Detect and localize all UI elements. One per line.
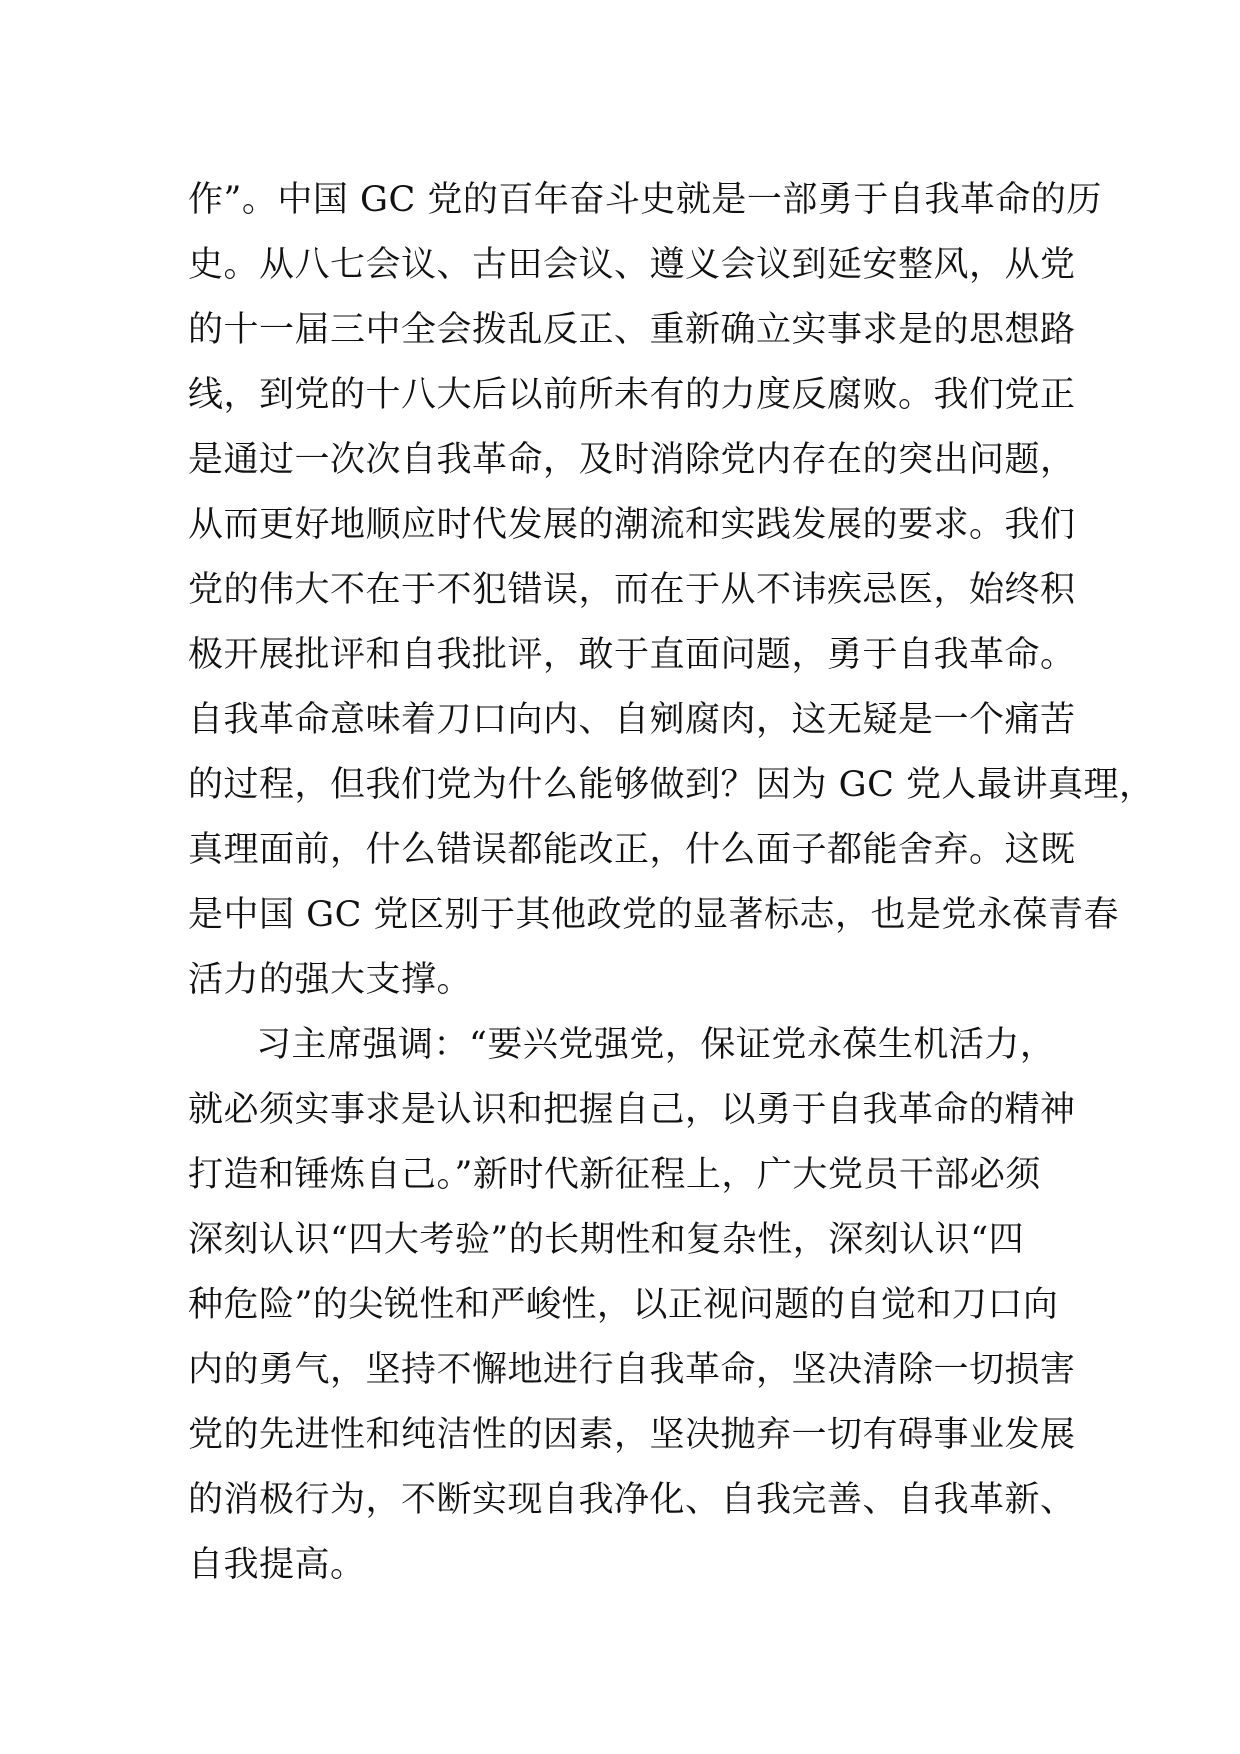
text-line: 的消极行为，不断实现自我净化、自我完善、自我革新、 bbox=[188, 1480, 1076, 1520]
text-line: 打造和锤炼自己。”新时代新征程上，广大党员干部必须 bbox=[188, 1155, 1041, 1195]
text-line: 深刻认识“四大考验”的长期性和复杂性，深刻认识“四 bbox=[188, 1220, 1025, 1260]
text-line: 党的伟大不在于不犯错误，而在于从不讳疾忌医，始终积 bbox=[188, 570, 1076, 610]
text-line: 党的先进性和纯洁性的因素，坚决抛弃一切有碍事业发展 bbox=[188, 1415, 1076, 1455]
text-line: 种危险”的尖锐性和严峻性，以正视问题的自觉和刀口向 bbox=[188, 1285, 1059, 1325]
text-line: 作”。中国 GC 党的百年奋斗史就是一部勇于自我革命的历 bbox=[188, 180, 1102, 220]
text-line: 自我提高。 bbox=[188, 1545, 366, 1585]
text-line: 的过程，但我们党为什么能够做到？因为 GC 党人最讲真理， bbox=[188, 765, 1155, 805]
text-line: 从而更好地顺应时代发展的潮流和实践发展的要求。我们 bbox=[188, 505, 1076, 545]
paragraph-1 bbox=[188, 168, 1155, 1013]
text-line: 真理面前，什么错误都能改正，什么面子都能舍弃。这既 bbox=[188, 830, 1076, 870]
text-line: 就必须实事求是认识和把握自己，以勇于自我革命的精神 bbox=[188, 1090, 1076, 1130]
text-line: 习主席强调：“要兴党强党，保证党永葆生机活力， bbox=[256, 1025, 1056, 1065]
text-line: 是通过一次次自我革命，及时消除党内存在的突出问题， bbox=[188, 440, 1076, 480]
paragraph-2 bbox=[188, 1013, 1088, 1598]
text-line: 是中国 GC 党区别于其他政党的显著标志，也是党永葆青春 bbox=[188, 895, 1119, 935]
text-line: 极开展批评和自我批评，敢于直面问题，勇于自我革命。 bbox=[188, 635, 1076, 675]
body-text bbox=[188, 168, 1155, 1598]
text-line: 史。从八七会议、古田会议、遵义会议到延安整风，从党 bbox=[188, 245, 1076, 285]
text-line: 线，到党的十八大后以前所未有的力度反腐败。我们党正 bbox=[188, 375, 1076, 415]
text-line: 的十一届三中全会拨乱反正、重新确立实事求是的思想路 bbox=[188, 310, 1076, 350]
text-line: 自我革命意味着刀口向内、自剜腐肉，这无疑是一个痛苦 bbox=[188, 700, 1076, 740]
text-line: 活力的强大支撑。 bbox=[188, 960, 473, 1000]
text-line: 内的勇气，坚持不懈地进行自我革命，坚决清除一切损害 bbox=[188, 1350, 1076, 1390]
